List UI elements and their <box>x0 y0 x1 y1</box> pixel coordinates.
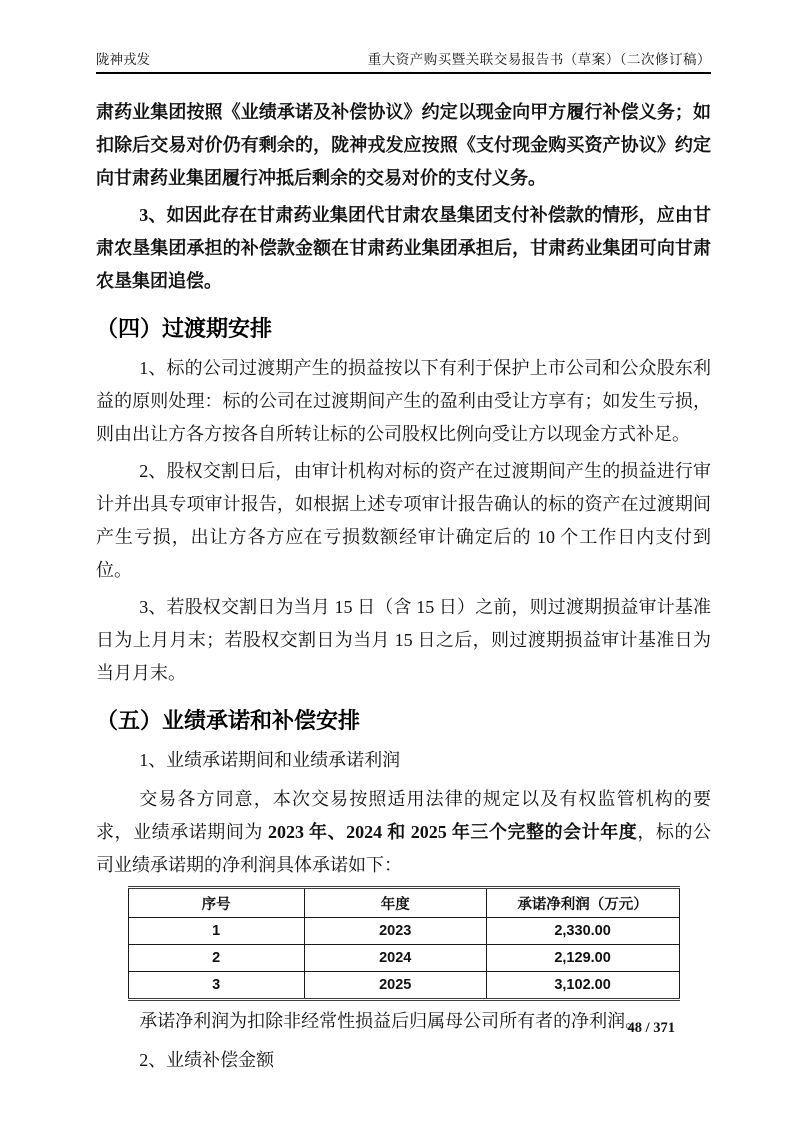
table-row <box>128 972 679 1000</box>
table-cell: 2024 <box>304 945 486 972</box>
table-row <box>128 918 679 945</box>
header-company-name: 陇神戎发 <box>96 52 150 67</box>
table-cell: 2025 <box>304 972 486 1000</box>
paragraph-carryover: 肃药业集团按照《业绩承诺及补偿协议》约定以现金向甲方履行补偿义务；如扣除后交易对价仍有剩余的，陇神戎发应按照《支付现金购买资产协议》约定向甘肃药业集团履行冲抵后剩余的交易对价的支付义务。 <box>96 102 711 188</box>
table-header-cell: 年度 <box>304 888 486 918</box>
table-cell: 2,330.00 <box>486 918 679 945</box>
section5-intro-paragraph <box>96 783 711 882</box>
section4-paragraph-2: 2、股权交割日后，由审计机构对标的资产在过渡期间产生的损益进行审计并出具专项审计报告，如根据上述专项审计报告确认的标的资产在过渡期间产生亏损，出让方各方应在亏损数额经审计确定后的 10 个工作日内支付到位。 <box>96 461 711 580</box>
intro-text-post: ，标的公司业绩承诺期的净利润具体承诺如下： <box>96 822 712 875</box>
intro-text-bold-years: 2023 年、2024 和 2025 年三个完整的会计年度 <box>268 822 638 842</box>
section4-paragraph-1: 1、标的公司过渡期产生的损益按以下有利于保护上市公司和公众股东利益的原则处理：标的公司在过渡期间产生的盈利由受让方享有；如发生亏损，则由出让方各方按各自所转让标的公司股权比例向受让方以现金方式补足。 <box>96 358 711 444</box>
table-note-paragraph: 承诺净利润为扣除非经常性损益后归属母公司所有者的净利润。 <box>139 1011 644 1031</box>
table-cell: 3,102.00 <box>486 972 679 1000</box>
section-heading-4: （四）过渡期安排 <box>96 316 273 341</box>
table-header-cell: 序号 <box>128 888 304 918</box>
page-number: 48 / 371 <box>627 1020 675 1036</box>
header-report-title: 重大资产购买暨关联交易报告书（草案）（二次修订稿） <box>367 52 711 67</box>
paragraph-item3: 3、如因此存在甘肃药业集团代甘肃农垦集团支付补偿款的情形，应由甘肃农垦集团承担的补偿款金额在甘肃药业集团承担后，甘肃药业集团可向甘肃农垦集团追偿。 <box>96 205 711 291</box>
table-cell: 2,129.00 <box>486 945 679 972</box>
promised-profit-table-wrap <box>128 886 680 1001</box>
table-row <box>128 945 679 972</box>
intro-text-pre: 交易各方同意，本次交易按照适用法律的规定以及有权监管机构的要求，业绩承诺期间为 <box>96 789 711 842</box>
section5-subitem-2: 2、业绩补偿金额 <box>139 1050 275 1070</box>
table-header-cell: 承诺净利润（万元） <box>486 888 679 918</box>
section4-paragraph-3: 3、若股权交割日为当月 15 日（含 15 日）之前，则过渡期损益审计基准日为上月月末；若股权交割日为当月 15 日之后，则过渡期损益审计基准日为当月月末。 <box>96 597 711 683</box>
table-cell: 1 <box>128 918 304 945</box>
table-cell: 2 <box>128 945 304 972</box>
promised-profit-table <box>128 886 680 1001</box>
table-header-row <box>128 888 679 918</box>
running-header <box>96 52 711 74</box>
table-cell: 2023 <box>304 918 486 945</box>
section5-subitem-1: 1、业绩承诺期间和业绩承诺利润 <box>139 750 401 770</box>
table-cell: 3 <box>128 972 304 1000</box>
section-heading-5: （五）业绩承诺和补偿安排 <box>96 708 361 733</box>
profit-table-body <box>128 918 679 1000</box>
